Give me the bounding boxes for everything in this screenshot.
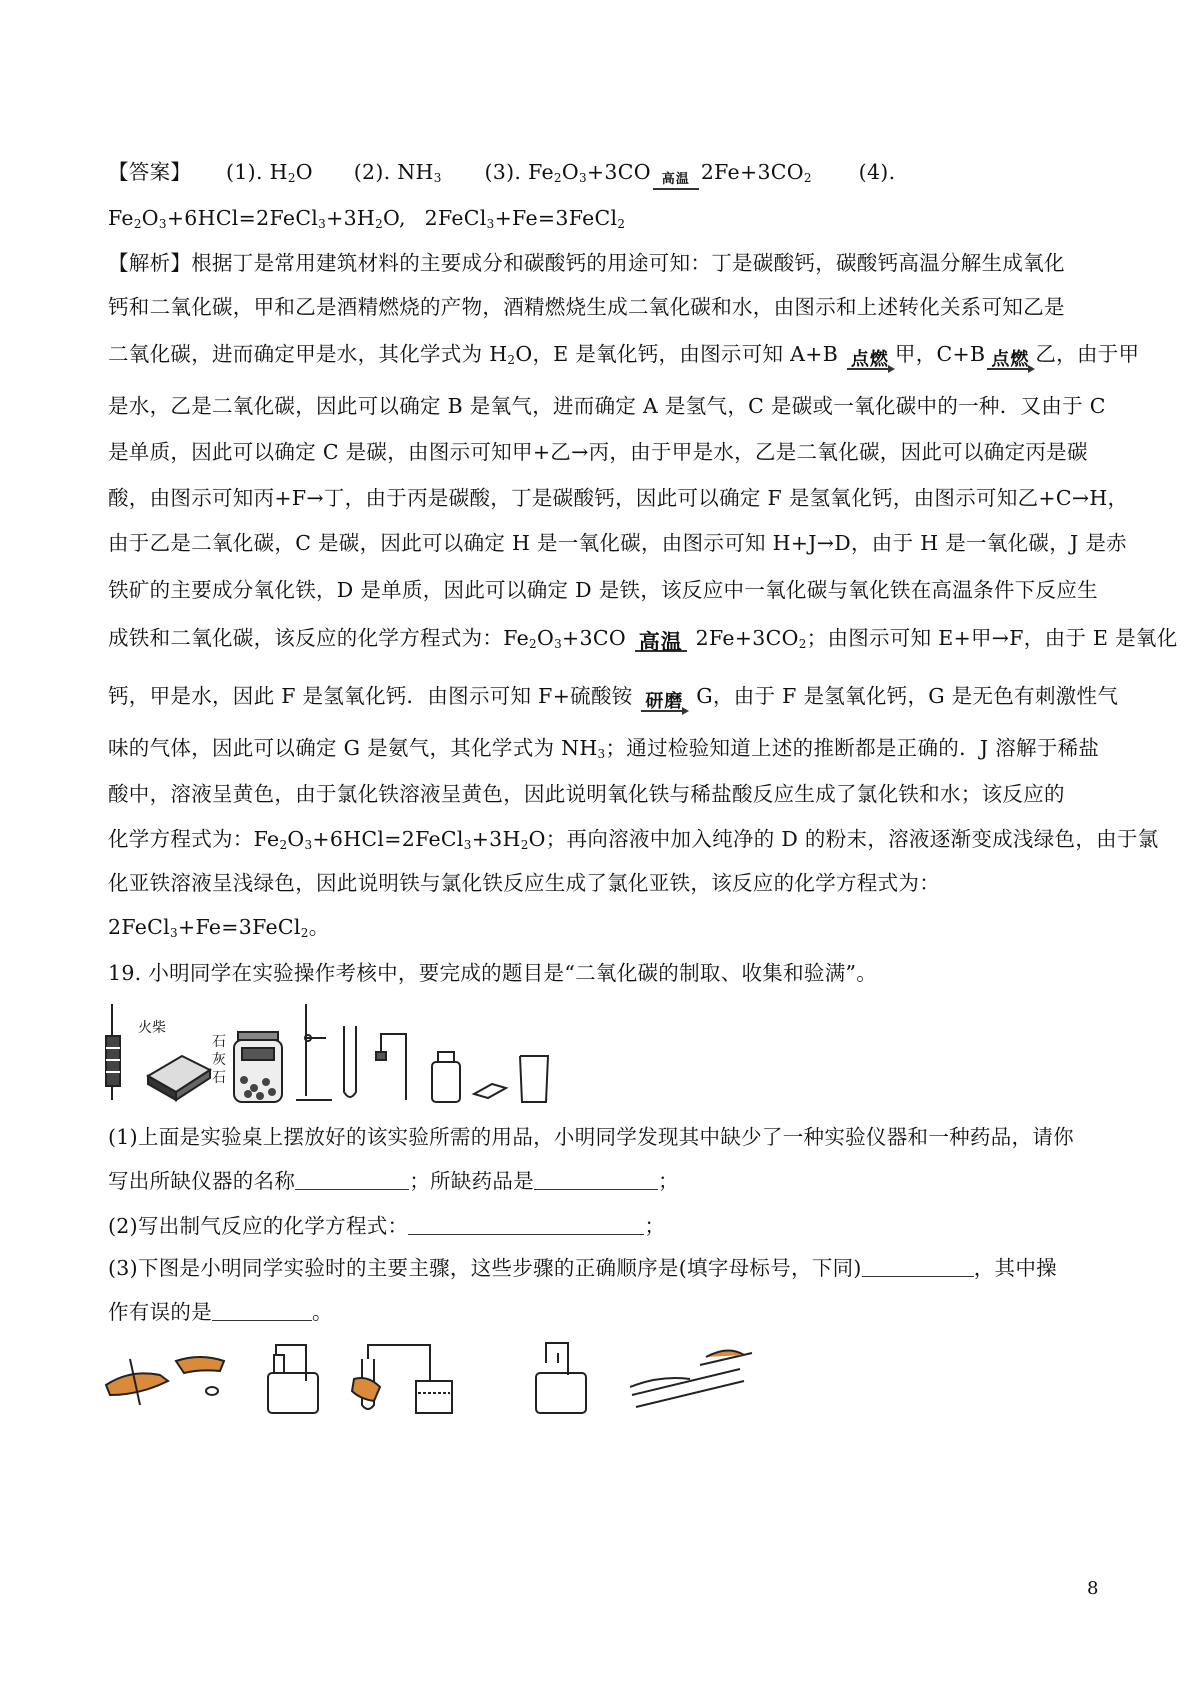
question-19-part2: (2)写出制气反应的化学方程式： ； bbox=[108, 1214, 666, 1238]
question-19-part3-b: 作有误的是 。 bbox=[108, 1300, 333, 1324]
answer-line-1: 【答案】 (1). $H_2O$ (2). $NH_3$ (3). $Fe_2O_3+3CO$ 高温 $2Fe+3CO_2$ (4). bbox=[108, 157, 1108, 193]
equation-answer-blank[interactable] bbox=[408, 1214, 644, 1235]
answer-label: 【答案】 bbox=[108, 160, 192, 184]
step-pour-acid-icon bbox=[630, 1350, 752, 1407]
step-add-solid-icon bbox=[106, 1357, 224, 1405]
instrument-answer-blank[interactable] bbox=[295, 1169, 409, 1190]
reaction-condition-high-temp: 高温 bbox=[635, 632, 687, 652]
matches-label: 火柴 bbox=[138, 1020, 166, 1036]
limestone-jar-icon bbox=[234, 1032, 282, 1102]
gas-bottle-icon bbox=[432, 1052, 460, 1102]
error-answer-blank[interactable] bbox=[212, 1300, 312, 1321]
step-gas-bottle-icon bbox=[268, 1345, 318, 1413]
analysis-line-6: 酸，由图示可知丙+F→丁，由于丙是碳酸，丁是碳酸钙，因此可以确定 F 是氢氧化钙，由图示可知乙+C→H， bbox=[108, 486, 1129, 510]
analysis-line-15: 2FeCl$_3$+Fe=3FeCl$_2$。 bbox=[108, 915, 330, 940]
tongs-icon bbox=[106, 1004, 120, 1100]
analysis-line-9: 成铁和二氧化碳，该反应的化学方程式为：$Fe_2O_3+3CO$ 高温 $2Fe+3CO_2$；由图示可知 E+甲→F，由于 E 是氧化 bbox=[108, 626, 1178, 654]
lab-steps-figure bbox=[100, 1335, 762, 1417]
step-check-airtightness-icon bbox=[352, 1345, 452, 1413]
beaker-icon bbox=[520, 1056, 548, 1102]
reaction-condition-ignite: 点燃 bbox=[847, 350, 893, 370]
analysis-line-8: 铁矿的主要成分氧化铁，D 是单质，因此可以确定 D 是铁，该反应中一氧化碳与氧化铁在高温条件下反应生 bbox=[108, 578, 1098, 602]
answer-line-2: $Fe_2O_3+6HCl=2FeCl_3+3H_2O$, 2FeCl$_3$+Fe=3FeCl$_2$ bbox=[108, 206, 626, 231]
question-19-stem: 19. 小明同学在实验操作考核中，要完成的题目是“二氧化碳的制取、收集和验满”。 bbox=[108, 961, 878, 985]
analysis-line-12: 酸中，溶液呈黄色，由于氯化铁溶液呈黄色，因此说明氧化铁与稀盐酸反应生成了氯化铁和水；该反应的 bbox=[108, 782, 1065, 806]
reaction-condition-high-temp: 高温 bbox=[653, 170, 699, 190]
analysis-line-4: 是水，乙是二氧化碳，因此可以确定 B 是氧气，进而确定 A 是氢气，C 是碳或一氧化碳中的一种．又由于 C bbox=[108, 394, 1106, 418]
analysis-line-11: 味的气体，因此可以确定 G 是氨气，其化学式为 $NH_3$；通过检验知道上述的推断都是正确的．J 溶解于稀盐 bbox=[108, 736, 1100, 761]
matchbox-icon bbox=[148, 1056, 210, 1100]
page-number: 8 bbox=[1087, 1578, 1099, 1599]
analysis-line-1: 【解析】根据丁是常用建筑材料的主要成分和碳酸钙的用途可知：丁是碳酸钙，碳酸钙高温分解生成氧化 bbox=[108, 251, 1065, 275]
limestone-label-1: 石 bbox=[212, 1034, 226, 1050]
delivery-tube-icon bbox=[376, 1034, 406, 1100]
question-19-part1-a: (1)上面是实验桌上摆放好的该实验所需的用品，小明同学发现其中缺少了一种实验仪器和一种药品，请你 bbox=[108, 1125, 1074, 1149]
test-tube-icon bbox=[344, 1026, 356, 1097]
limestone-label-2: 灰 bbox=[212, 1052, 226, 1068]
question-19-part3-a: (3)下图是小明同学实验时的主要主骤，这些步骤的正确顺序是(填字母标号，下同) ，其中操 bbox=[108, 1256, 1057, 1280]
lab-equipment-figure bbox=[100, 996, 560, 1111]
limestone-label-3: 石 bbox=[212, 1070, 226, 1086]
order-answer-blank[interactable] bbox=[862, 1256, 974, 1277]
reagent-answer-blank[interactable] bbox=[534, 1169, 658, 1190]
analysis-line-10: 钙，甲是水，因此 F 是氢氧化钙．由图示可知 F+硫酸铵 研磨 G，由于 F 是氢氧化钙，G 是无色有刺激性气 bbox=[108, 684, 1119, 712]
reaction-condition-ignite: 点燃 bbox=[987, 350, 1033, 370]
analysis-line-5: 是单质，因此可以确定 C 是碳，由图示可知甲+乙→丙，由于甲是水，乙是二氧化碳，因此可以确定丙是碳 bbox=[108, 440, 1088, 464]
reaction-condition-grind: 研磨 bbox=[641, 692, 687, 712]
question-19-part1-b: 写出所缺仪器的名称 ；所缺药品是 ； bbox=[108, 1169, 679, 1193]
glass-slide-icon bbox=[474, 1084, 506, 1098]
analysis-line-14: 化亚铁溶液呈浅绿色，因此说明铁与氯化铁反应生成了氯化亚铁，该反应的化学方程式为： bbox=[108, 871, 940, 895]
iron-stand-icon bbox=[296, 1004, 332, 1100]
analysis-line-3: 二氧化碳，进而确定甲是水，其化学式为 $H_2O$，E 是氧化钙，由图示可知 A+B 点燃 甲，C+B 点燃 乙，由于甲 bbox=[108, 342, 1140, 370]
analysis-line-13: 化学方程式为：$Fe_2O_3+6HCl=2FeCl_3+3H_2O$；再向溶液中加入纯净的 D 的粉末，溶液逐渐变成浅绿色，由于氯 bbox=[108, 827, 1159, 852]
step-collect-gas-icon bbox=[536, 1343, 586, 1413]
analysis-line-2: 钙和二氧化碳，甲和乙是酒精燃烧的产物，酒精燃烧生成二氧化碳和水，由图示和上述转化关系可知乙是 bbox=[108, 295, 1065, 319]
analysis-line-7: 由于乙是二氧化碳，C 是碳，因此可以确定 H 是一氧化碳，由图示可知 H+J→D，由于 H 是一氧化碳，J 是赤 bbox=[108, 531, 1127, 555]
